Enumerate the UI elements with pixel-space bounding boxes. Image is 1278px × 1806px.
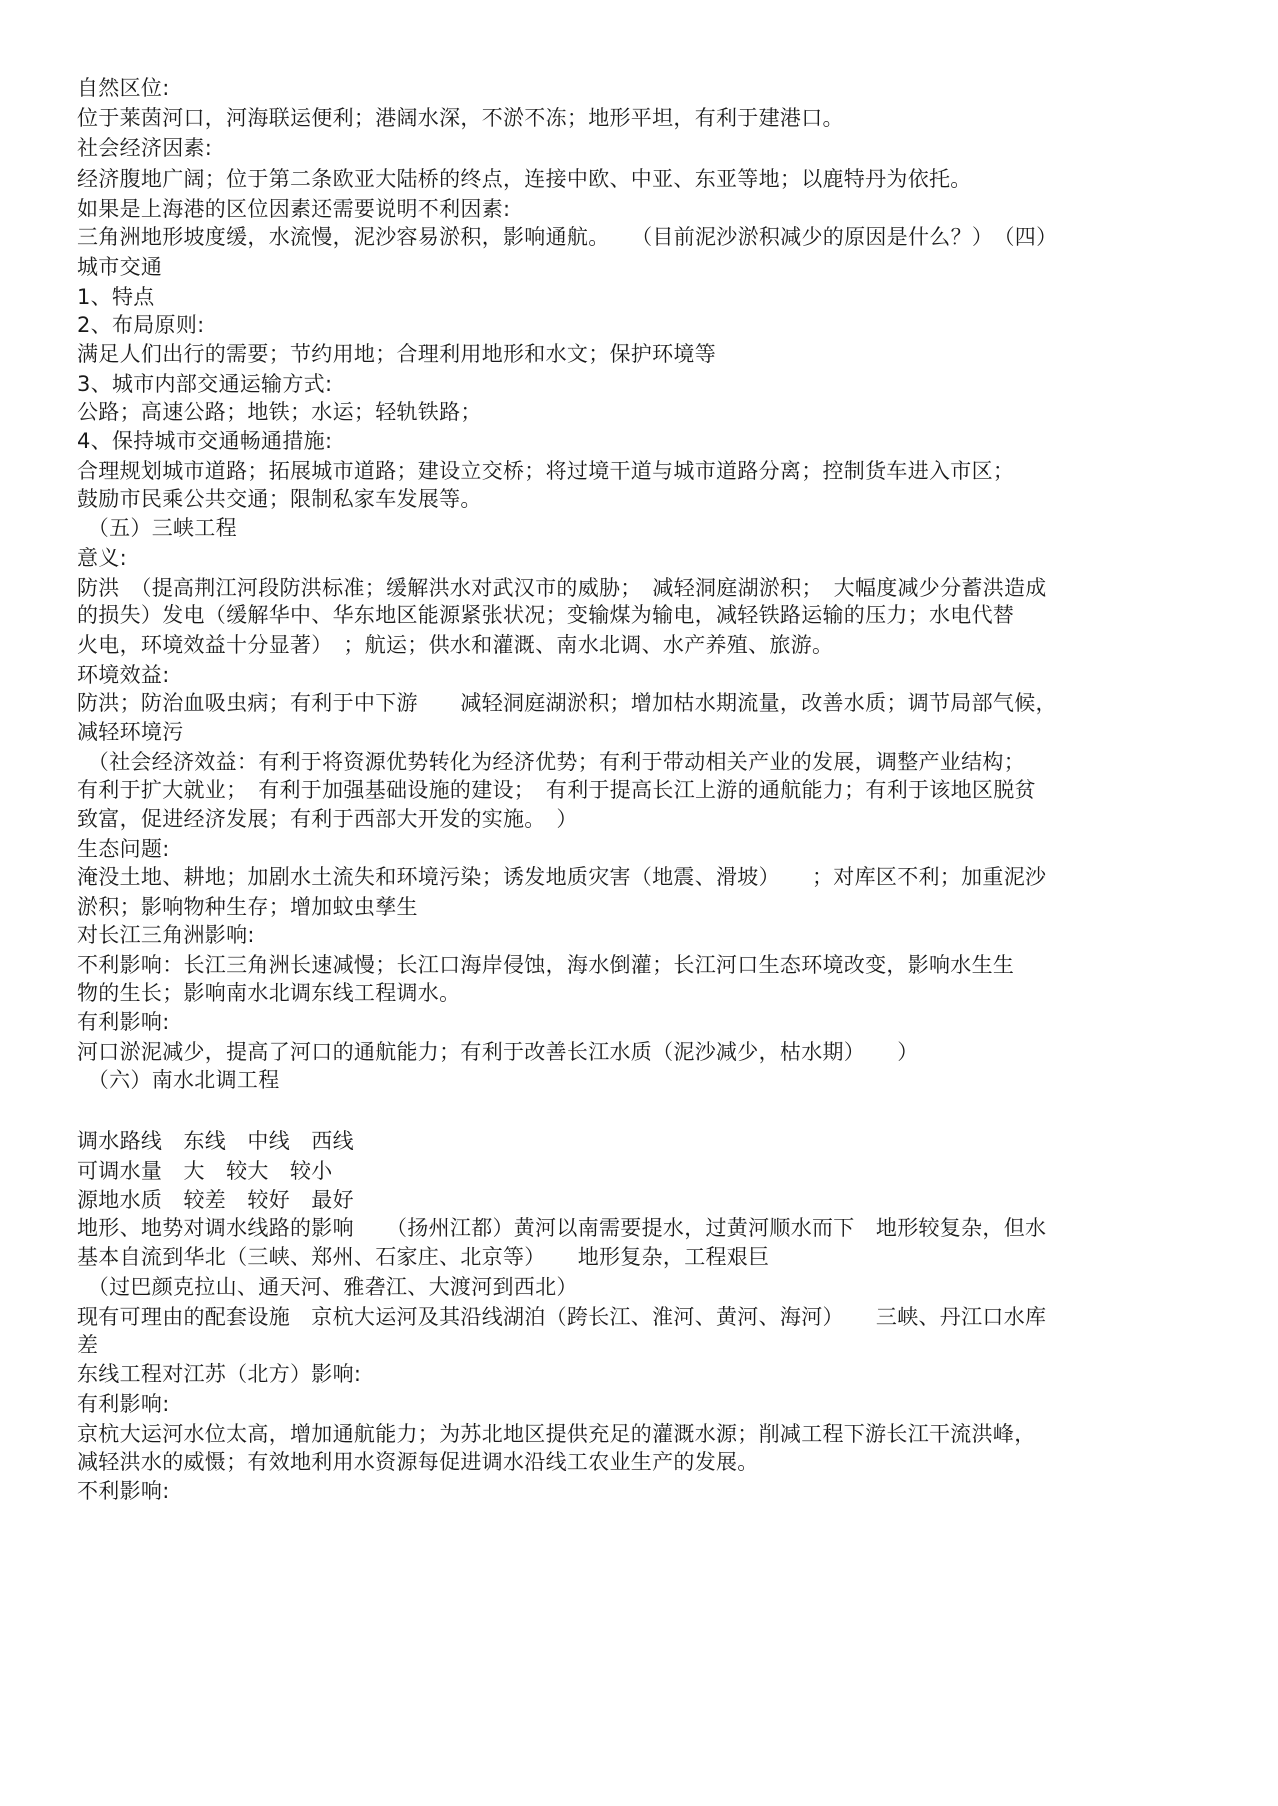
text-line: 基本自流到华北（三峡、郑州、石家庄、北京等） 地形复杂，工程艰巨	[77, 1245, 770, 1269]
text-line: 可调水量 大 较大 较小	[77, 1159, 333, 1183]
text-line: 河口淤泥减少，提高了河口的通航能力；有利于改善长江水质（泥沙减少，枯水期） ）	[77, 1040, 919, 1064]
text-line: 鼓励市民乘公共交通；限制私家车发展等。	[77, 487, 482, 511]
text-line: 不利影响:	[77, 1479, 170, 1503]
text-line: 调水路线 东线 中线 西线	[77, 1129, 354, 1153]
text-line: 差	[77, 1333, 99, 1357]
text-line: 淹没土地、耕地；加剧水土流失和环境污染；诱发地质灾害（地震、滑坡） ；对库区不利；加重泥沙	[77, 865, 1047, 889]
text-line: （过巴颜克拉山、通天河、雅砻江、大渡河到西北）	[77, 1275, 578, 1299]
text-line: 1、特点	[77, 285, 155, 309]
text-line: 合理规划城市道路；拓展城市道路；建设立交桥；将过境干道与城市道路分离；控制货车进入市区；	[77, 459, 1015, 483]
text-line: 减轻洪水的威慑；有效地利用水资源每促进调水沿线工农业生产的发展。	[77, 1450, 759, 1474]
text-line: 4、保持城市交通畅通措施:	[77, 429, 333, 453]
text-line: 现有可理由的配套设施 京杭大运河及其沿线湖泊（跨长江、淮河、黄河、海河） 三峡、丹江口水库	[77, 1305, 1047, 1329]
text-line: 城市交通	[77, 255, 163, 279]
text-line: 防洪；防治血吸虫病；有利于中下游 减轻洞庭湖淤积；增加枯水期流量，改善水质；调节局部气候，	[77, 691, 1057, 715]
text-line: 社会经济因素:	[77, 136, 213, 160]
text-line: 3、城市内部交通运输方式:	[77, 372, 333, 396]
text-line: 如果是上海港的区位因素还需要说明不利因素:	[77, 197, 511, 221]
text-line: （社会经济效益：有利于将资源优势转化为经济优势；有利于带动相关产业的发展，调整产业结构；	[77, 750, 1025, 774]
text-line: 对长江三角洲影响:	[77, 923, 255, 947]
text-line: 自然区位:	[77, 76, 170, 100]
text-line: 不利影响：长江三角洲长速减慢；长江口海岸侵蚀，海水倒灌；长江河口生态环境改变，影响水生生	[77, 953, 1015, 977]
text-line: 2、布局原则:	[77, 313, 205, 337]
text-line: 有利影响:	[77, 1010, 170, 1034]
text-line: 京杭大运河水位太高，增加通航能力；为苏北地区提供充足的灌溉水源；削减工程下游长江干流洪峰，	[77, 1422, 1036, 1446]
text-line: 位于莱茵河口，河海联运便利；港阔水深，不淤不冻；地形平坦，有利于建港口。	[77, 106, 844, 130]
text-line: 淤积；影响物种生存；增加蚊虫孳生	[77, 895, 418, 919]
text-line: 有利于扩大就业； 有利于加强基础设施的建设； 有利于提高长江上游的通航能力；有利于该地区脱贫	[77, 778, 1036, 802]
text-line: 物的生长；影响南水北调东线工程调水。	[77, 981, 461, 1005]
text-line: 有利影响:	[77, 1392, 170, 1416]
text-line: 防洪 （提高荆江河段防洪标准；缓解洪水对武汉市的威胁； 减轻洞庭湖淤积； 大幅度减少分蓄洪造成	[77, 576, 1047, 600]
text-line: 生态问题:	[77, 837, 170, 861]
text-line: 三角洲地形坡度缓，水流慢，泥沙容易淤积，影响通航。 （目前泥沙淤积减少的原因是什么？） （四）	[77, 225, 1058, 249]
text-line: 经济腹地广阔；位于第二条欧亚大陆桥的终点，连接中欧、中亚、东亚等地；以鹿特丹为依托。	[77, 167, 972, 191]
text-line: 减轻环境污	[77, 720, 184, 744]
text-line: 致富，促进经济发展；有利于西部大开发的实施。 ）	[77, 807, 578, 831]
text-line: 源地水质 较差 较好 最好	[77, 1188, 354, 1212]
text-line: （五）三峡工程	[77, 516, 237, 540]
text-line: 火电，环境效益十分显著） ；航运；供水和灌溉、南水北调、水产养殖、旅游。	[77, 633, 834, 657]
text-line: 的损失）发电（缓解华中、华东地区能源紧张状况；变输煤为输电，减轻铁路运输的压力；水电代替	[77, 603, 1015, 627]
text-line: 环境效益:	[77, 663, 170, 687]
text-line: （六）南水北调工程	[77, 1068, 280, 1092]
text-line: 地形、地势对调水线路的影响 （扬州江都）黄河以南需要提水，过黄河顺水而下 地形较复杂，但水	[77, 1216, 1047, 1240]
text-line: 公路；高速公路；地铁；水运；轻轨铁路；	[77, 400, 482, 424]
text-line: 意义:	[77, 546, 127, 570]
text-line: 满足人们出行的需要；节约用地；合理利用地形和水文；保护环境等	[77, 342, 716, 366]
text-line: 东线工程对江苏（北方）影响:	[77, 1362, 362, 1386]
